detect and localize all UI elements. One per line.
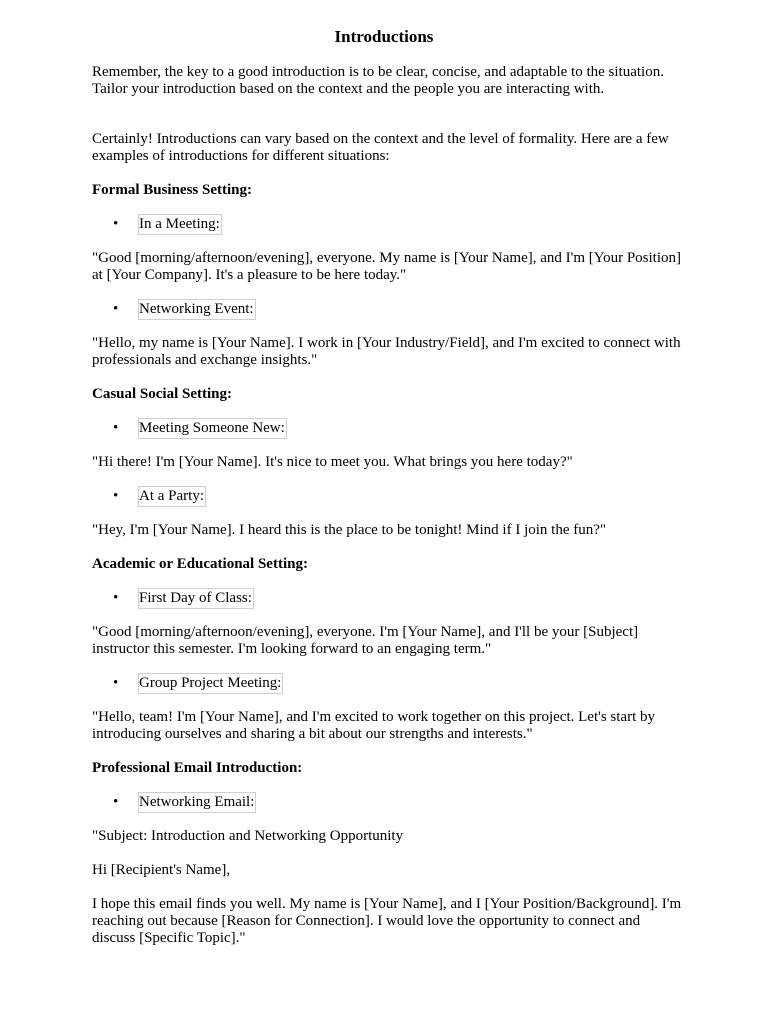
item-label-networking-email: Networking Email: bbox=[138, 792, 256, 813]
bullet-icon: • bbox=[113, 590, 119, 606]
bullet-icon: • bbox=[113, 301, 119, 317]
bullet-icon: • bbox=[113, 216, 119, 232]
page-title: Introductions bbox=[334, 27, 434, 46]
example-text-at-a-party: "Hey, I'm [Your Name]. I heard this is the place to be tonight! Mind if I join the fun?" bbox=[92, 522, 607, 538]
email-body: I hope this email finds you well. My name is [Your Name], and I [Your Position/Background]. I'm reaching out because [Reason for Connection]. I would love the opportunity to connect and discuss [Specific Topic]." bbox=[92, 896, 682, 946]
item-label-in-a-meeting: In a Meeting: bbox=[138, 214, 222, 235]
item-label-networking-event: Networking Event: bbox=[138, 299, 256, 320]
example-text-meeting-someone-new: "Hi there! I'm [Your Name]. It's nice to meet you. What brings you here today?" bbox=[92, 454, 573, 470]
item-label-group-project-meeting: Group Project Meeting: bbox=[138, 673, 283, 694]
bullet-icon: • bbox=[113, 420, 119, 436]
example-text-in-a-meeting: "Good [morning/afternoon/evening], everyone. My name is [Your Name], and I'm [Your Position] at [Your Company]. It's a pleasure to be here today." bbox=[92, 250, 682, 283]
bullet-icon: • bbox=[113, 488, 119, 504]
item-label-first-day-of-class: First Day of Class: bbox=[138, 588, 254, 609]
item-label-at-a-party: At a Party: bbox=[138, 486, 206, 507]
example-text-first-day-of-class: "Good [morning/afternoon/evening], everyone. I'm [Your Name], and I'll be your [Subject] instructor this semester. I'm looking forward to an engaging term." bbox=[92, 624, 639, 657]
bullet-icon: • bbox=[113, 675, 119, 691]
intro-paragraph-2: Certainly! Introductions can vary based on the context and the level of formality. Here are a few examples of introductions for different situations: bbox=[92, 131, 669, 164]
item-label-meeting-someone-new: Meeting Someone New: bbox=[138, 418, 287, 439]
section-heading-formal-business: Formal Business Setting: bbox=[92, 182, 253, 198]
section-heading-academic: Academic or Educational Setting: bbox=[92, 556, 308, 572]
intro-paragraph-1: Remember, the key to a good introduction is to be clear, concise, and adaptable to the situation. Tailor your introduction based on the context and the people you are interacting with. bbox=[92, 64, 664, 97]
bullet-icon: • bbox=[113, 794, 119, 810]
example-text-networking-event: "Hello, my name is [Your Name]. I work in [Your Industry/Field], and I'm excited to connect with professionals and exchange insights." bbox=[92, 335, 681, 368]
email-greeting: Hi [Recipient's Name], bbox=[92, 862, 231, 878]
example-text-group-project-meeting: "Hello, team! I'm [Your Name], and I'm excited to work together on this project. Let's start by introducing ourselves and sharing a bit about our strengths and interests." bbox=[92, 709, 655, 742]
section-heading-professional-email: Professional Email Introduction: bbox=[92, 760, 303, 776]
email-subject-line: "Subject: Introduction and Networking Opportunity bbox=[92, 828, 404, 844]
section-heading-casual-social: Casual Social Setting: bbox=[92, 386, 233, 402]
